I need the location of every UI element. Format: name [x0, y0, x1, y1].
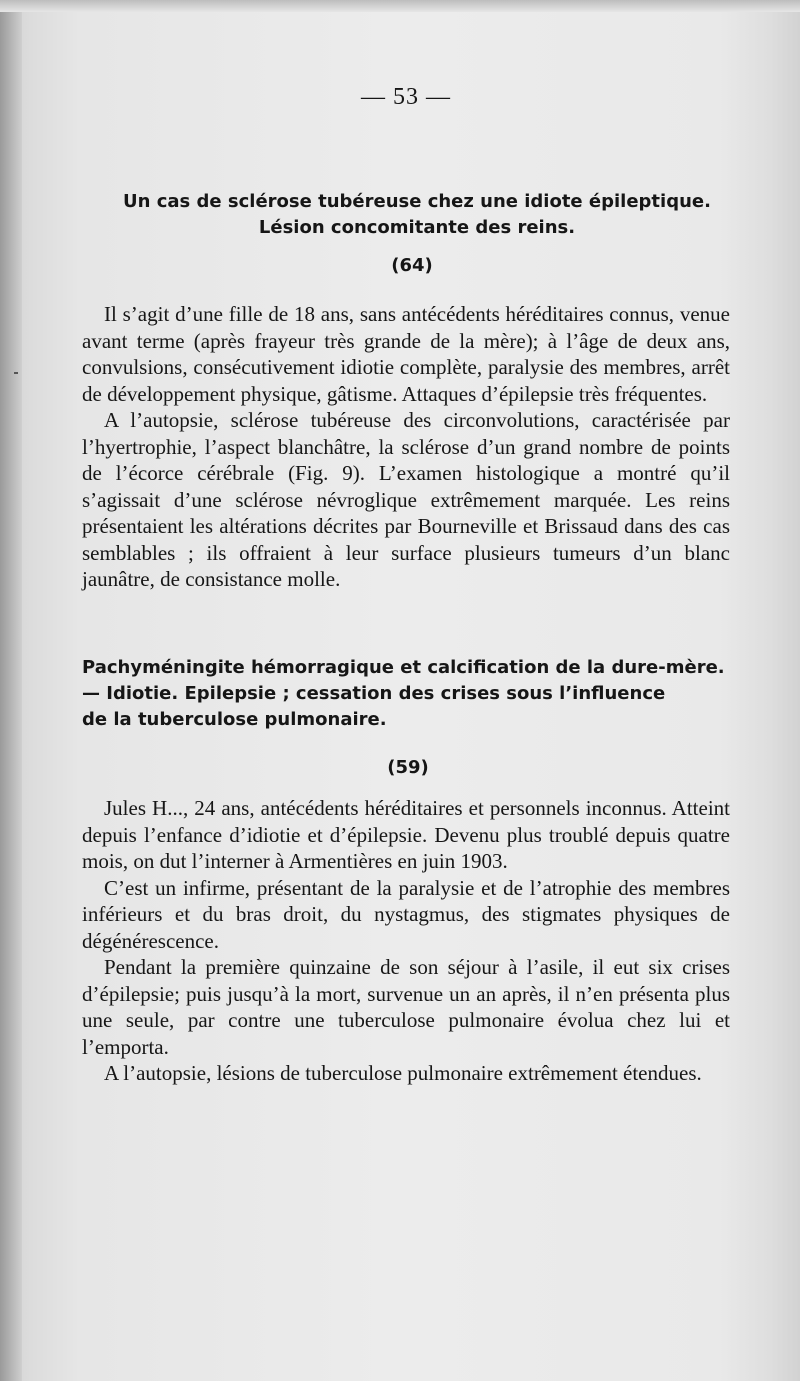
paragraph: Pendant la première quinzaine de son séjour à l’asile, il eut six crises d’épilepsie; puis jusqu’à la mort, survenue un an après, il n’en présenta plus une seule, par contre une tuberculose pulmonaire évolua chez lui et l’emporta.	[82, 955, 730, 1059]
case-number: (64)	[391, 254, 433, 276]
page-edge-shadow	[0, 0, 22, 1381]
paragraph: C’est un infirme, présentant de la paralysie et de l’atrophie des membres inférieurs et du bras droit, du nystagmus, des stigmates physiques de dégénérescence.	[82, 875, 730, 953]
page-number: — 53 —	[361, 84, 451, 110]
section-title-line: — Idiotie. Epilepsie ; cessation des crises sous l’influence	[82, 682, 666, 704]
paragraph: A l’autopsie, lésions de tuberculose pulmonaire extrêmement étendues.	[104, 1061, 702, 1085]
section-title-line: Lésion concomitante des reins.	[258, 216, 576, 238]
paragraph: Jules H..., 24 ans, antécédents héréditaires et personnels inconnus. Atteint depuis l’enfance d’idiotie et d’épilepsie. Devenu plus troublé depuis quatre mois, on dut l’interner à Armentières en juin 1903.	[82, 796, 730, 873]
section-spacer	[82, 593, 730, 655]
case-section-64	[82, 189, 730, 593]
page-top-edge	[0, 0, 800, 12]
section-title-line: de la tuberculose pulmonaire.	[82, 708, 387, 730]
case-section-59	[82, 655, 730, 1087]
section-title-line: Un cas de sclérose tubéreuse chez une idiote épileptique.	[123, 190, 711, 212]
section-title-line: Pachyméningite hémorragique et calcification de la dure-mère.	[82, 656, 725, 678]
margin-mark	[14, 372, 18, 374]
page-content	[82, 84, 730, 1087]
case-number: (59)	[387, 756, 429, 778]
paragraph: A l’autopsie, sclérose tubéreuse des circonvolutions, caractérisée par l’hyertrophie, l’aspect blanchâtre, la sclérose d’un grand nombre de points de l’écorce cérébrale (Fig. 9). L’examen histologique a montré qu’il s’agissait d’une sclérose névroglique extrêmement marquée. Les reins présentaient les altérations décrites par Bourneville et Brissaud dans des cas semblables ; ils offraient à leur surface plusieurs tumeurs d’un blanc jaunâtre, de consistance molle.	[82, 408, 730, 591]
paragraph: Il s’agit d’une fille de 18 ans, sans antécédents héréditaires connus, venue avant terme (après frayeur très grande de la mère); à l’âge de deux ans, convulsions, consécutivement idiotie complète, paralysie des membres, arrêt de développement physique, gâtisme. Attaques d’épilepsie très fréquentes.	[82, 302, 730, 406]
